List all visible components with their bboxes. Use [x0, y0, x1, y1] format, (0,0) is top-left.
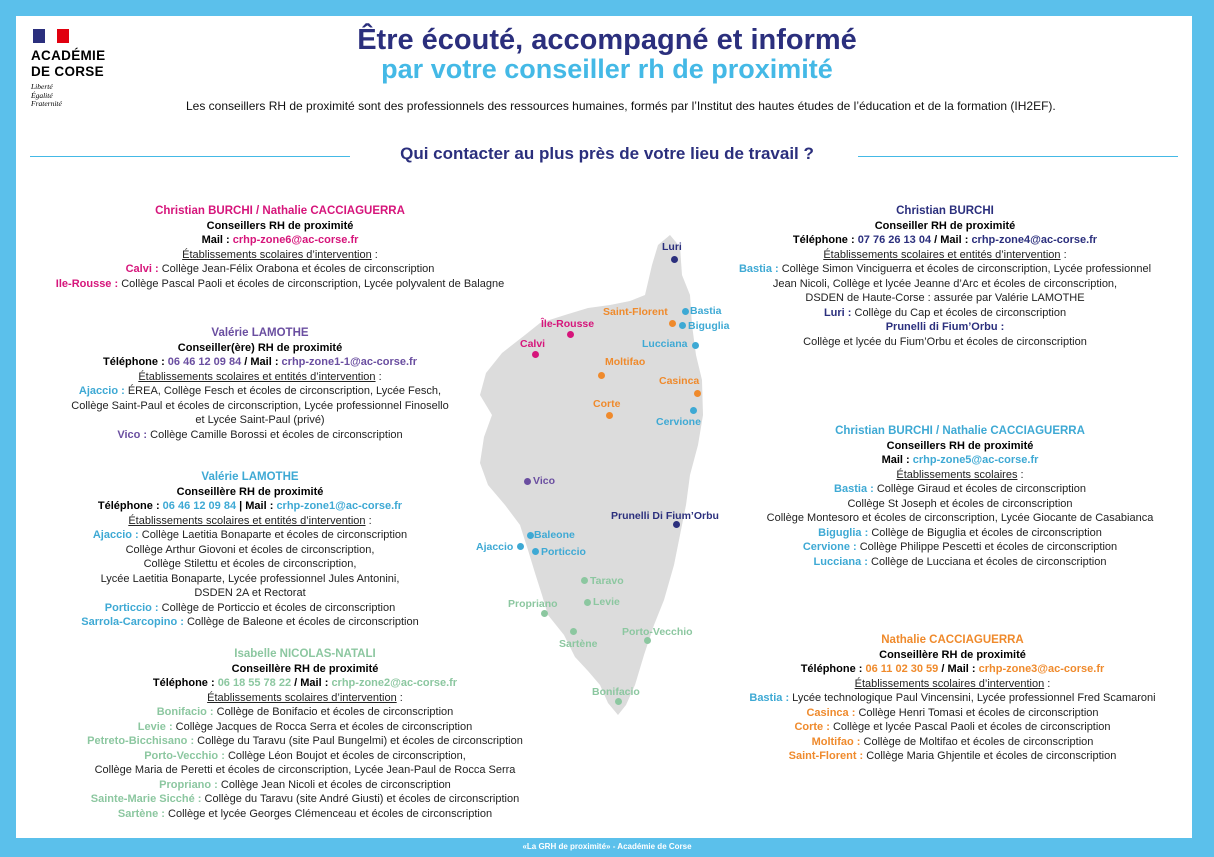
map-label-lucciana: Lucciana	[642, 338, 688, 350]
map-label-bonifacio: Bonifacio	[592, 686, 640, 698]
map-label-calvi: Calvi	[520, 338, 546, 350]
map-label-ile-rousse: Île-Rousse	[541, 318, 595, 330]
map-dot-porto-vecchio	[644, 637, 651, 644]
map-label-prunelli: Prunelli Di Fium’Orbu	[611, 510, 719, 522]
contact-zone3: Nathalie CACCIAGUERRA Conseillère RH de proximité Téléphone : 06 11 02 30 59 / Mail : crhp-zone3@ac-corse.fr Établissements scolaires d’intervention : Bastia : Lycée technologique Paul Vincensini, Lycée professionnel Fred Scamaroni Casinca : Collège Henri Tomasi et écoles de circonscription Corte : Collège et lycée Pascal Paoli et écoles de circonscription Moltifao : Collège de Moltifao et écoles de circonscription Saint-Florent : Collège Maria Ghjentile et écoles de circonscription	[749, 634, 1156, 762]
map-dot-luri	[671, 256, 678, 263]
map-dot-propriano	[541, 610, 548, 617]
contact-zone5: Christian BURCHI / Nathalie CACCIAGUERRA Conseillers RH de proximité Mail : crhp-zone5@ac-corse.fr Établissements scolaires : Bastia : Collège Giraud et écoles de circonscription Collège St Joseph et écoles de circonscription Collège Montesoro et écoles de circonscription, Lycée Giocante de Casabianca Biguglia : Collège de Biguglia et écoles de circonscription Cervione : Collège Philippe Pescetti et écoles de circonscription Lucciana : Collège de Lucciana et écoles de circonscription	[766, 425, 1154, 568]
map-label-biguglia: Biguglia	[688, 320, 730, 332]
map-label-levie: Levie	[593, 596, 620, 608]
map-dot-casinca	[694, 390, 701, 397]
map-label-taravo: Taravo	[590, 575, 624, 587]
map-dot-bonifacio	[615, 698, 622, 705]
zone1-1-mail-link[interactable]: crhp-zone1-1@ac-corse.fr	[281, 356, 417, 368]
map-label-porto-vecchio: Porto-Vecchio	[622, 626, 693, 638]
main-title: Être écouté, accompagné et informé	[357, 24, 857, 56]
map-dot-biguglia	[679, 322, 686, 329]
map-label-moltifao: Moltifao	[605, 356, 646, 368]
zone5-mail-link[interactable]: crhp-zone5@ac-corse.fr	[912, 454, 1039, 466]
map-label-sartene: Sartène	[559, 638, 598, 650]
contact-zone6: Christian BURCHI / Nathalie CACCIAGUERRA Conseillers RH de proximité Mail : crhp-zone6@ac-corse.fr Établissements scolaires d’intervention : Calvi : Collège Jean-Félix Orabona et écoles de circonscription Ile-Rousse : Collège Pascal Paoli et écoles de circonscription, Lycée polyvalent de Balagne	[55, 205, 505, 290]
map-dot-levie	[584, 599, 591, 606]
zone4-mail-link[interactable]: crhp-zone4@ac-corse.fr	[971, 234, 1098, 246]
zone2-mail-link[interactable]: crhp-zone2@ac-corse.fr	[331, 677, 458, 689]
map-dot-saint-florent	[669, 320, 676, 327]
contact-zone4: Christian BURCHI Conseiller RH de proximité Téléphone : 07 76 26 13 04 / Mail : crhp-zone4@ac-corse.fr Établissements scolaires et entités d’intervention : Bastia : Collège Simon Vinciguerra et écoles de circonscription, Lycée professionnel Jean Nicoli, Collège et lycée Jeanne d’Arc et écoles de circonscription, DSDEN de Haute-Corse : assurée par Valérie LAMOTHE Luri : Collège du Cap et écoles de circonscription Prunelli di Fium’Orbu : Collège et lycée du Fium’Orbu et écoles de circonscription	[738, 205, 1152, 348]
map-dot-bastia	[682, 308, 689, 315]
map-label-ajaccio: Ajaccio	[476, 541, 514, 553]
zone3-mail-link[interactable]: crhp-zone3@ac-corse.fr	[978, 663, 1105, 675]
map-dot-taravo	[581, 577, 588, 584]
map-label-casinca: Casinca	[659, 375, 700, 387]
map-dot-moltifao	[598, 372, 605, 379]
footer-text: «La GRH de proximité» - Académie de Corse	[522, 842, 692, 851]
map-dot-prunelli	[673, 521, 680, 528]
map-dot-baleone	[527, 532, 534, 539]
contact-zone1-1: Valérie LAMOTHE Conseiller(ère) RH de proximité Téléphone : 06 46 12 09 84 / Mail : crhp-zone1-1@ac-corse.fr Établissements scolaires et entités d’intervention : Ajaccio : ÉREA, Collège Fesch et écoles de circonscription, Lycée Fesch, Collège Saint-Paul et écoles de circonscription, Lycée professionnel Finosello et Lycée Saint-Paul (privé) Vico : Collège Camille Borossi et écoles de circonscription	[71, 327, 449, 441]
section-question: Qui contacter au plus près de votre lieu de travail ?	[400, 144, 814, 163]
map-dot-calvi	[532, 351, 539, 358]
contact-zone2: Isabelle NICOLAS-NATALI Conseillère RH de proximité Téléphone : 06 18 55 78 22 / Mail : crhp-zone2@ac-corse.fr Établissements scolaires d’intervention : Bonifacio : Collège de Bonifacio et écoles de circonscription Levie : Collège Jacques de Rocca Serra et écoles de circonscription Petreto-Bicchisano : Collège du Taravu (site Paul Bungelmi) et écoles de circonscription Porto-Vecchio : Collège Léon Boujot et écoles de circonscription, Collège Maria de Peretti et écoles de circonscription, Lycée Jean-Paul de Rocca Serra Propriano : Collège Jean Nicoli et écoles de circonscription Sainte-Marie Sicché : Collège du Taravu (site André Giusti) et écoles de circonscription Sartène : Collège et lycée Georges Clémenceau et écoles de circonscription	[87, 648, 523, 820]
map-dot-cervione	[690, 407, 697, 414]
sub-title: par votre conseiller rh de proximité	[381, 54, 833, 84]
map-label-baleone: Baleone	[534, 529, 575, 541]
intro-text: Les conseillers RH de proximité sont des professionnels des ressources humaines, formés par l’Institut des hautes études de l’éducation et de la formation (IH2EF).	[186, 99, 1056, 113]
map-label-cervione: Cervione	[656, 416, 701, 428]
map-dot-lucciana	[692, 342, 699, 349]
map-label-porticcio: Porticcio	[541, 546, 586, 558]
zone6-mail-link[interactable]: crhp-zone6@ac-corse.fr	[232, 234, 359, 246]
zone1-mail-link[interactable]: crhp-zone1@ac-corse.fr	[276, 500, 403, 512]
map-label-bastia: Bastia	[690, 305, 722, 317]
map-label-corte: Corte	[593, 398, 621, 410]
map-dot-sartene	[570, 628, 577, 635]
map-label-luri: Luri	[662, 241, 682, 253]
map-dot-corte	[606, 412, 613, 419]
map-dot-vico	[524, 478, 531, 485]
contact-zone1: Valérie LAMOTHE Conseillère RH de proximité Téléphone : 06 46 12 09 84 | Mail : crhp-zone1@ac-corse.fr Établissements scolaires et entités d’intervention : Ajaccio : Collège Laetitia Bonaparte et écoles de circonscription Collège Arthur Giovoni et écoles de circonscription, Collège Stilettu et écoles de circonscription, Lycée Laetitia Bonaparte, Lycée professionnel Jules Antonini, DSDEN 2A et Rectorat Porticcio : Collège de Porticcio et écoles de circonscription Sarrola-Carcopino : Collège de Baleone et écoles de circonscription	[81, 471, 419, 628]
map-dot-porticcio	[532, 548, 539, 555]
academie-logo: ACADÉMIE DE CORSE	[31, 48, 106, 79]
map-label-propriano: Propriano	[508, 598, 558, 610]
republic-motto: Liberté Égalité Fraternité	[31, 82, 62, 109]
map-label-saint-florent: Saint-Florent	[603, 306, 668, 318]
map-dot-ile-rousse	[567, 331, 574, 338]
map-dot-ajaccio	[517, 543, 524, 550]
map-label-vico: Vico	[533, 475, 555, 487]
